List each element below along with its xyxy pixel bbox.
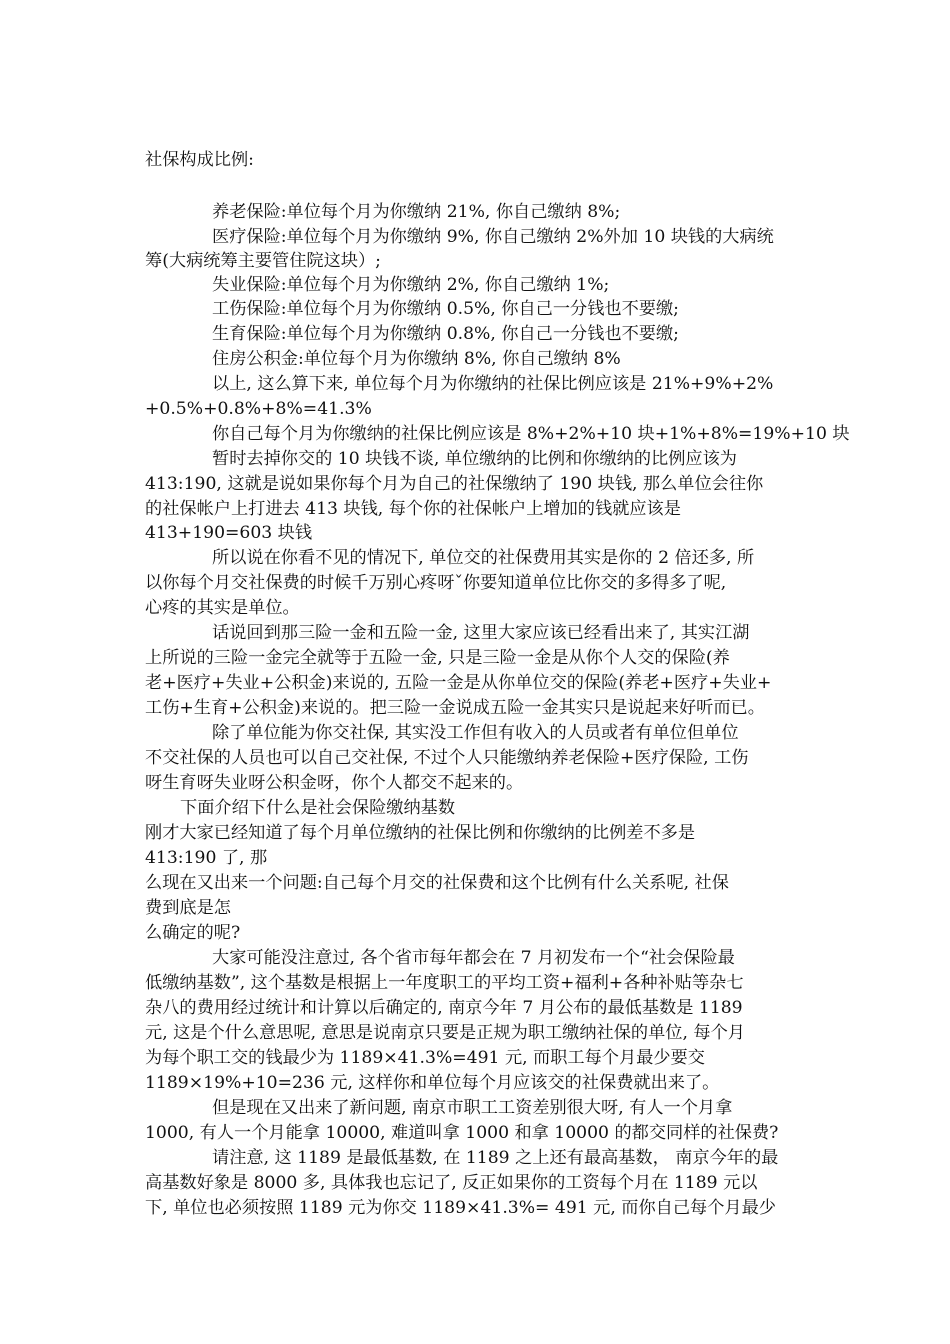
text-line: 下, 单位也必须按照 1189 元为你交 1189×41.3%= 491 元, 而你自己每个月最少	[145, 1198, 776, 1218]
text-line: 工伤保险:单位每个月为你缴纳 0.5%, 你自己一分钱也不要缴;	[212, 299, 679, 319]
text-line: 么现在又出来一个问题:自己每个月交的社保费和这个比例有什么关系呢, 社保	[145, 873, 729, 893]
text-line: 413+190=603 块钱	[145, 523, 313, 543]
text-line: 心疼的其实是单位。	[145, 598, 300, 618]
text-line: 413:190, 这就是说如果你每个月为自己的社保缴纳了 190 块钱, 那么单位会往你	[145, 474, 764, 494]
text-line: 为每个职工交的钱最少为 1189×41.3%=491 元, 而职工每个月最少要交	[145, 1048, 705, 1068]
text-line: 养老保险:单位每个月为你缴纳 21%, 你自己缴纳 8%;	[212, 202, 621, 222]
text-line: 费到底是怎	[145, 898, 231, 918]
text-line: 413:190 了, 那	[145, 848, 268, 868]
text-line: 医疗保险:单位每个月为你缴纳 9%, 你自己缴纳 2%外加 10 块钱的大病统	[212, 227, 774, 247]
text-line: 刚才大家已经知道了每个月单位缴纳的社保比例和你缴纳的比例差不多是	[145, 823, 696, 843]
text-line: 失业保险:单位每个月为你缴纳 2%, 你自己缴纳 1%;	[212, 275, 610, 295]
text-line: 的社保帐户上打进去 413 块钱, 每个你的社保帐户上增加的钱就应该是	[145, 499, 681, 519]
text-line: 1000, 有人一个月能拿 10000, 难道叫拿 1000 和拿 10000 的都交同样的社保费?	[145, 1123, 779, 1143]
text-line: 1189×19%+10=236 元, 这样你和单位每个月应该交的社保费就出来了。	[145, 1073, 720, 1093]
text-line: 元, 这是个什么意思呢, 意思是说南京只要是正规为职工缴纳社保的单位, 每个月	[145, 1023, 745, 1043]
text-line: 以上, 这么算下来, 单位每个月为你缴纳的社保比例应该是 21%+9%+2%	[212, 374, 774, 394]
text-line: 杂八的费用经过统计和计算以后确定的, 南京今年 7 月公布的最低基数是 1189	[145, 998, 743, 1018]
text-line: 住房公积金:单位每个月为你缴纳 8%, 你自己缴纳 8%	[212, 349, 621, 369]
text-line: 么确定的呢?	[145, 923, 241, 943]
text-line: 所以说在你看不见的情况下, 单位交的社保费用其实是你的 2 倍还多, 所	[212, 548, 755, 568]
text-line: 除了单位能为你交社保, 其实没工作但有收入的人员或者有单位但单位	[212, 723, 739, 743]
text-line: 不交社保的人员也可以自己交社保, 不过个人只能缴纳养老保险+医疗保险, 工伤	[145, 748, 749, 768]
text-line: 生育保险:单位每个月为你缴纳 0.8%, 你自己一分钱也不要缴;	[212, 324, 679, 344]
text-line: 以你每个月交社保费的时候千万别心疼呀ˇ你要知道单位比你交的多得多了呢,	[145, 573, 727, 593]
text-line: 大家可能没注意过, 各个省市每年都会在 7 月初发布一个“社会保险最	[212, 948, 735, 968]
text-line: 暂时去掉你交的 10 块钱不谈, 单位缴纳的比例和你缴纳的比例应该为	[212, 449, 737, 469]
text-line: 筹(大病统筹主要管住院这块）;	[145, 251, 381, 271]
text-line: 老+医疗+失业+公积金)来说的, 五险一金是从你单位交的保险(养老+医疗+失业+	[145, 673, 772, 693]
text-line: 工伤+生育+公积金)来说的。把三险一金说成五险一金其实只是说起来好听而已。	[145, 698, 765, 718]
text-line: 请注意, 这 1189 是最低基数, 在 1189 之上还有最高基数， 南京今年的最	[212, 1148, 779, 1168]
text-line: 上所说的三险一金完全就等于五险一金, 只是三险一金是从你个人交的保险(养	[145, 648, 730, 668]
text-line: +0.5%+0.8%+8%=41.3%	[145, 399, 372, 419]
section-heading: 社保构成比例:	[145, 150, 254, 170]
text-line: 话说回到那三险一金和五险一金, 这里大家应该已经看出来了, 其实江湖	[212, 623, 750, 643]
text-line: 但是现在又出来了新问题, 南京市职工工资差别很大呀, 有人一个月拿	[212, 1098, 733, 1118]
text-line: 你自己每个月为你缴纳的社保比例应该是 8%+2%+10 块+1%+8%=19%+10 块	[212, 424, 850, 444]
text-line: 下面介绍下什么是社会保险缴纳基数	[180, 798, 456, 818]
text-line: 低缴纳基数”, 这个基数是根据上一年度职工的平均工资+福利+各种补贴等杂七	[145, 973, 744, 993]
text-line: 呀生育呀失业呀公积金呀，你个人都交不起来的。	[145, 773, 524, 793]
text-line: 高基数好象是 8000 多, 具体我也忘记了, 反正如果你的工资每个月在 1189 元以	[145, 1173, 758, 1193]
